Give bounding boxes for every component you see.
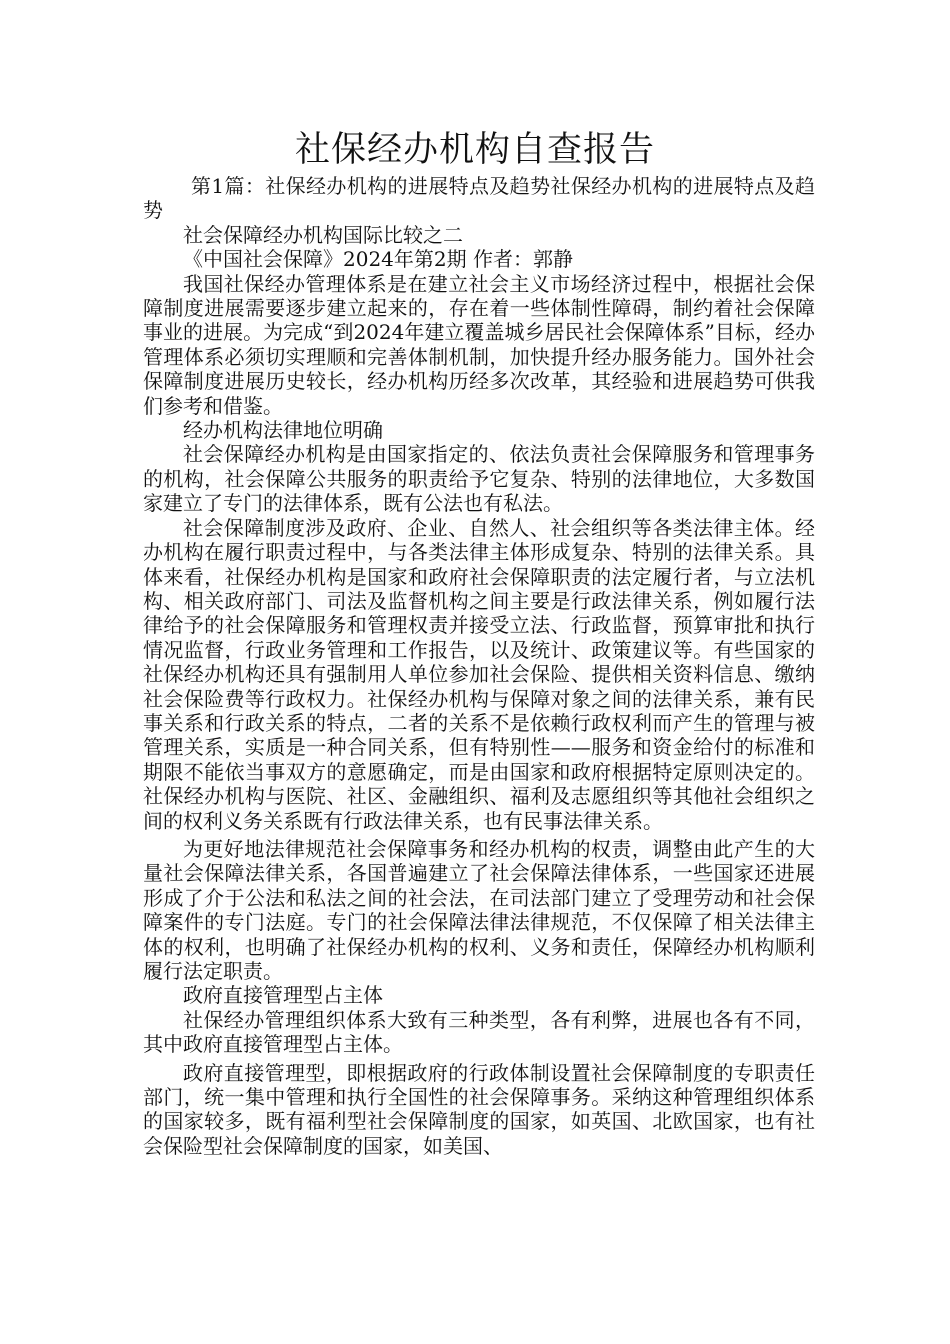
document-title: 社保经办机构自查报告 bbox=[294, 130, 655, 170]
paragraph-legal-status: 社会保障经办机构是由国家指定的、依法负责社会保障服务和管理事务的机构，社会保障公共服务的职责给予它复杂、特别的法律地位，大多数国家建立了专门的法律体系，既有公法也有私法。 bbox=[143, 442, 815, 516]
article-source: 《中国社会保障》2024年第2期 作者：郭静 bbox=[183, 247, 573, 272]
article-subtitle: 社会保障经办机构国际比较之二 bbox=[183, 222, 463, 247]
section-heading-government-management: 政府直接管理型占主体 bbox=[183, 983, 383, 1008]
chapter-heading: 第1篇：社保经办机构的进展特点及趋势社保经办机构的进展特点及趋势 bbox=[143, 174, 815, 223]
paragraph-legal-system: 为更好地法律规范社会保障事务和经办机构的权责，调整由此产生的大量社会保障法律关系，各国普遍建立了社会保障法律体系，一些国家还进展形成了介于公法和私法之间的社会法，在司法部门建立了受理劳动和社会保障案件的专门法庭。专门的社会保障法律法律规范，不仅保障了相关法律主体的权利，也明确了社保经办机构的权利、义务和责任，保障经办机构顺利履行法定职责。 bbox=[143, 836, 815, 983]
paragraph-direct-management: 政府直接管理型，即根据政府的行政体制设置社会保障制度的专职责任部门，统一集中管理和执行全国性的社会保障事务。采纳这种管理组织体系的国家较多，既有福利型社会保障制度的国家，如英国、北欧国家，也有社会保险型社会保障制度的国家，如美国、 bbox=[143, 1060, 815, 1158]
paragraph-legal-relations: 社会保障制度涉及政府、企业、自然人、社会组织等各类法律主体。经办机构在履行职责过程中，与各类法律主体形成复杂、特别的法律关系。具体来看，社保经办机构是国家和政府社会保障职责的法定履行者，与立法机构、相关政府部门、司法及监督机构之间主要是行政法律关系，例如履行法律给予的社会保障服务和管理权责并接受立法、行政监督，预算审批和执行情况监督，行政业务管理和工作报告，以及统计、政策建议等。有些国家的社保经办机构还具有强制用人单位参加社会保险、提供相关资料信息、缴纳社会保险费等行政权力。社保经办机构与保障对象之间的法律关系，兼有民事关系和行政关系的特点，二者的关系不是依赖行政权利而产生的管理与被管理关系，实质是一种合同关系，但有特别性——服务和资金给付的标准和期限不能依当事双方的意愿确定，而是由国家和政府根据特定原则决定的。社保经办机构与医院、社区、金融组织、福利及志愿组织等其他社会组织之间的权利义务关系既有行政法律关系，也有民事法律关系。 bbox=[143, 515, 815, 833]
paragraph-intro: 我国社保经办管理体系是在建立社会主义市场经济过程中，根据社会保障制度进展需要逐步建立起来的，存在着一些体制性障碍，制约着社会保障事业的进展。为完成“到2024年建立覆盖城乡居民社会保障体系”目标，经办管理体系必须切实理顺和完善体制机制，加快提升经办服务能力。国外社会保障制度进展历史较长，经办机构历经多次改革，其经验和进展趋势可供我们参考和借鉴。 bbox=[143, 271, 815, 418]
document-body bbox=[143, 174, 815, 1158]
section-heading-legal-status: 经办机构法律地位明确 bbox=[183, 418, 383, 443]
paragraph-three-types: 社保经办管理组织体系大致有三种类型，各有利弊，进展也各有不同，其中政府直接管理型占主体。 bbox=[143, 1007, 815, 1057]
